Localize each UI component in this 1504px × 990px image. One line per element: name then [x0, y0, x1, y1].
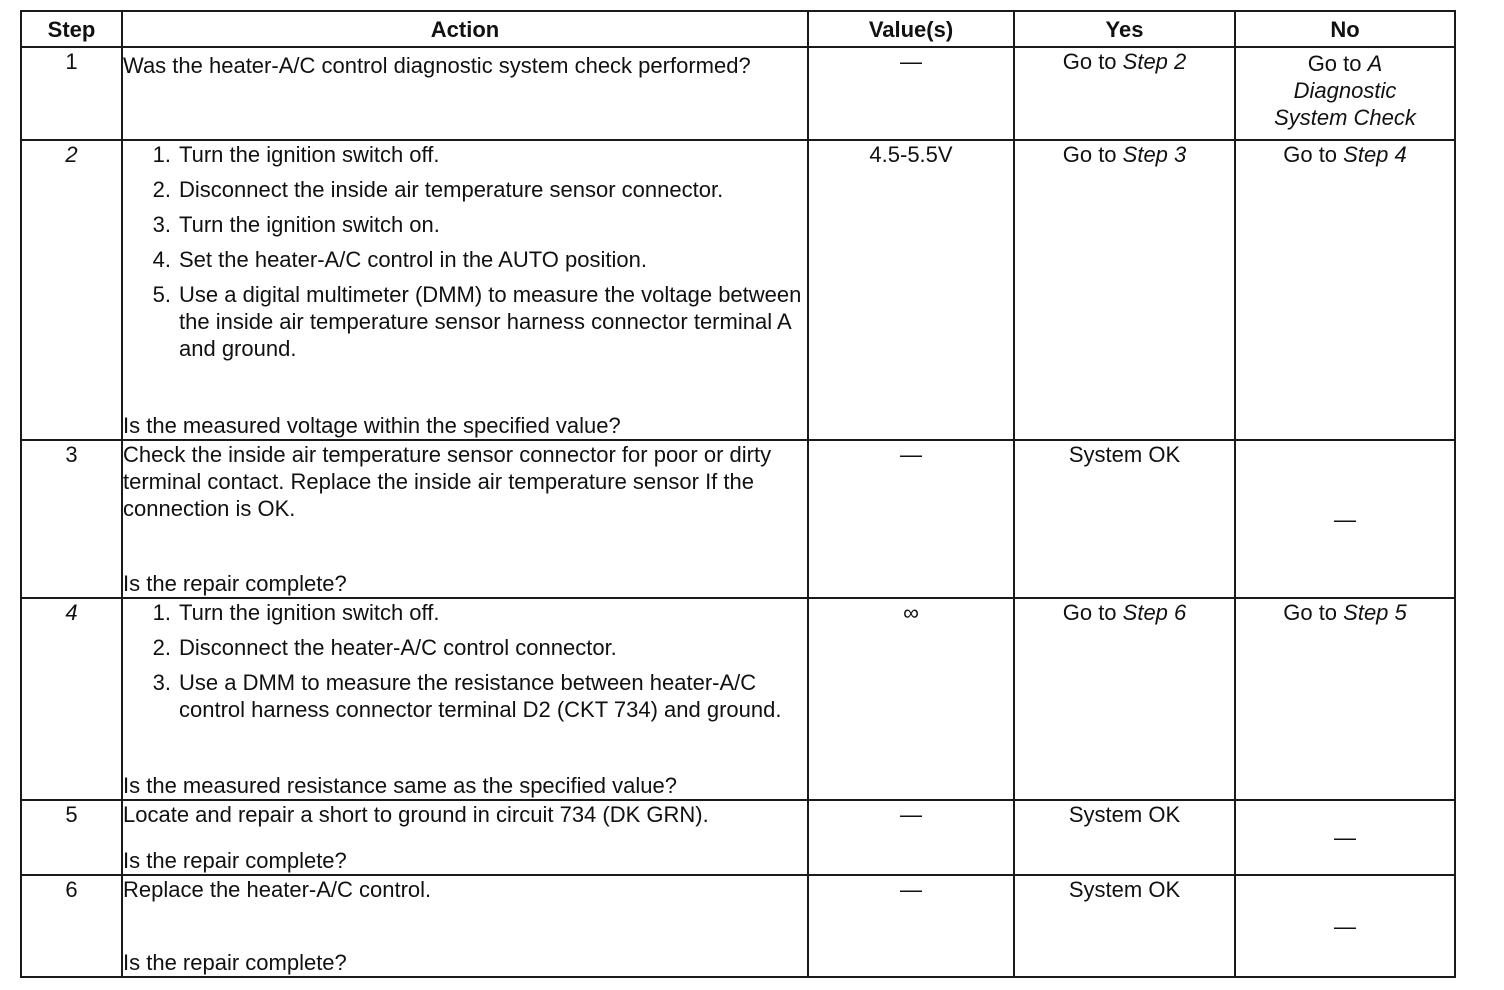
- action-text: Locate and repair a short to ground in circuit 734 (DK GRN).: [123, 802, 709, 827]
- yes-step-link[interactable]: Step 3: [1122, 142, 1187, 167]
- yes-cell: [1014, 140, 1235, 440]
- action-cell: [122, 47, 808, 140]
- list-item: 3. Turn the ignition switch on.: [152, 212, 440, 237]
- diagnostic-table: [20, 10, 1456, 978]
- step-number: 4: [21, 598, 122, 800]
- step-number: 3: [21, 440, 122, 598]
- table-row-step-4: [21, 598, 1455, 800]
- no-cell: [1235, 598, 1455, 800]
- action-cell: [122, 875, 808, 977]
- action-cell: [122, 800, 808, 875]
- list-item: 1. Turn the ignition switch off.: [152, 600, 440, 625]
- list-item: 2. Disconnect the heater-A/C control connector.: [152, 635, 617, 660]
- header-row: [21, 11, 1455, 47]
- no-step-link[interactable]: Step 5: [1343, 600, 1407, 625]
- value-cell: [808, 440, 1014, 598]
- header-action: Action: [122, 11, 808, 47]
- value-text: —: [900, 442, 922, 467]
- no-cell: [1235, 140, 1455, 440]
- substep-list: [123, 599, 807, 723]
- value-text: —: [900, 49, 922, 74]
- yes-cell: [1014, 47, 1235, 140]
- table-row-step-2: [21, 140, 1455, 440]
- header-no: No: [1235, 11, 1455, 47]
- step-number: 1: [21, 47, 122, 140]
- list-item: 1. Turn the ignition switch off.: [152, 142, 440, 167]
- no-prefix: Go to: [1283, 142, 1344, 167]
- list-item: 4. Set the heater-A/C control in the AUTO position.: [152, 247, 647, 272]
- yes-prefix: Go to: [1062, 49, 1123, 74]
- list-item: 5. Use a digital multimeter (DMM) to measure the voltage between the inside air temperature sensor harness connector terminal A and ground.: [152, 282, 802, 361]
- action-question: Is the repair complete?: [123, 848, 347, 873]
- yes-prefix: Go to: [1062, 600, 1123, 625]
- action-text: Check the inside air temperature sensor connector for poor or dirty terminal contact. Replace the inside air temperature sensor If the connection is OK.: [123, 442, 772, 521]
- yes-cell: System OK: [1014, 800, 1235, 875]
- action-text: Was the heater-A/C control diagnostic system check performed?: [123, 53, 751, 78]
- action-cell: [122, 440, 808, 598]
- no-link-line3[interactable]: System Check: [1274, 105, 1416, 130]
- table-row-step-1: [21, 47, 1455, 140]
- no-prefix: Go to: [1283, 600, 1344, 625]
- action-cell: [122, 598, 808, 800]
- value-cell: ∞: [808, 598, 1014, 800]
- action-question: Is the measured resistance same as the specified value?: [123, 773, 677, 798]
- step-number: 6: [21, 875, 122, 977]
- yes-cell: System OK: [1014, 875, 1235, 977]
- value-cell: [808, 875, 1014, 977]
- yes-step-link[interactable]: Step 6: [1122, 600, 1187, 625]
- header-step: Step: [21, 11, 122, 47]
- step-number: 2: [21, 140, 122, 440]
- header-yes: Yes: [1014, 11, 1235, 47]
- substep-list: [123, 141, 807, 362]
- no-cell: —: [1235, 800, 1455, 875]
- value-cell: [808, 800, 1014, 875]
- no-step-link[interactable]: Step 4: [1343, 142, 1407, 167]
- header-values: Value(s): [808, 11, 1014, 47]
- no-link-line1[interactable]: A: [1367, 51, 1383, 76]
- value-text: —: [900, 802, 922, 827]
- action-question: Is the measured voltage within the specified value?: [123, 413, 621, 438]
- list-item: 2. Disconnect the inside air temperature sensor connector.: [152, 177, 724, 202]
- table-row-step-3: [21, 440, 1455, 598]
- no-cell: [1235, 47, 1455, 140]
- action-question: Is the repair complete?: [123, 950, 347, 975]
- no-prefix: Go to: [1307, 51, 1368, 76]
- yes-prefix: Go to: [1062, 142, 1123, 167]
- table-row-step-6: [21, 875, 1455, 977]
- value-cell: [808, 47, 1014, 140]
- no-link-line2[interactable]: Diagnostic: [1293, 78, 1397, 103]
- yes-cell: System OK: [1014, 440, 1235, 598]
- value-cell: 4.5-5.5V: [808, 140, 1014, 440]
- no-cell: —: [1235, 440, 1455, 598]
- action-text: Replace the heater-A/C control.: [123, 877, 432, 902]
- action-question: Is the repair complete?: [123, 571, 347, 596]
- list-item: 3. Use a DMM to measure the resistance between heater-A/C control harness connector terminal D2 (CKT 734) and ground.: [152, 670, 782, 722]
- yes-cell: [1014, 598, 1235, 800]
- table-row-step-5: [21, 800, 1455, 875]
- step-number: 5: [21, 800, 122, 875]
- action-cell: [122, 140, 808, 440]
- value-text: —: [900, 877, 922, 902]
- no-cell: —: [1235, 875, 1455, 977]
- yes-step-link[interactable]: Step 2: [1122, 49, 1187, 74]
